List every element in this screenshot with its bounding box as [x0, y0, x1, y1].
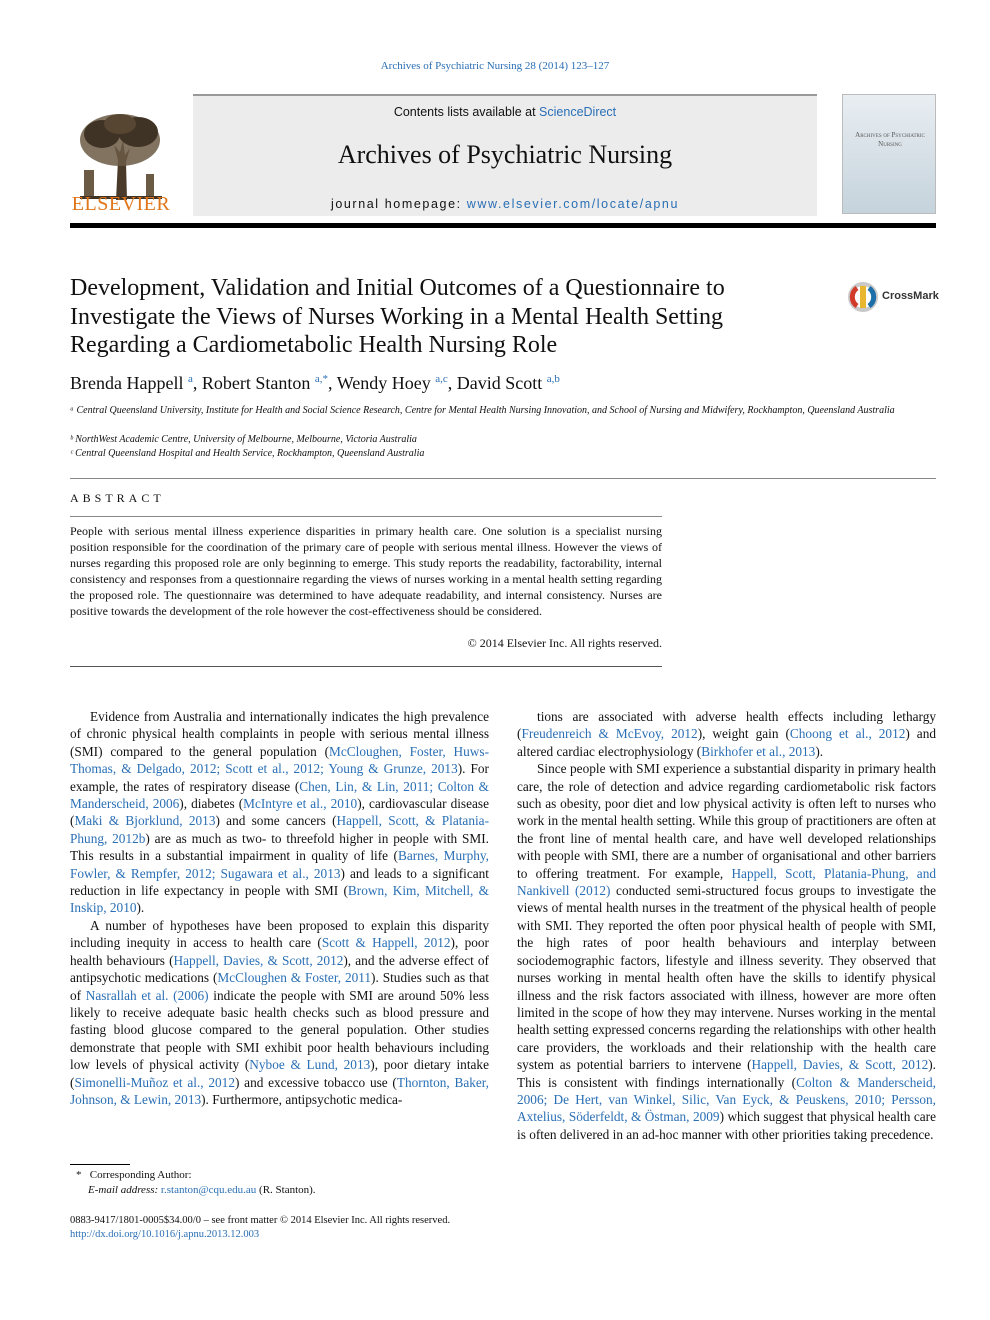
homepage-link[interactable]: www.elsevier.com/locate/apnu	[466, 197, 680, 211]
header-divider	[70, 223, 936, 228]
journal-name: Archives of Psychiatric Nursing	[337, 140, 673, 169]
journal-homepage	[193, 197, 817, 211]
contents-prefix: Contents lists available at	[393, 105, 540, 119]
footnote-line-2	[70, 1183, 489, 1198]
reference-link[interactable]: Maki & Bjorklund, 2013	[74, 813, 216, 829]
author-affiliation-marker[interactable]: a,c	[435, 373, 448, 385]
front-matter-footer	[70, 1214, 670, 1242]
homepage-prefix: journal homepage:	[330, 197, 467, 211]
body-column-left	[70, 708, 489, 1108]
author-affiliation-marker[interactable]: a	[187, 373, 193, 385]
affiliation-b: ᵇ NorthWest Academic Centre, University of Melbourne, Melbourne, Victoria Australia	[70, 434, 417, 445]
crossmark-icon	[846, 280, 880, 314]
author-list: Brenda Happell $^a$, Robert Stanton $^{a,*}$, Wendy Hoey $^{a,c}$, David Scott $^{a,b}$	[70, 373, 560, 393]
email-suffix: (R. Stanton).	[256, 1184, 316, 1196]
crossmark-badge[interactable]	[846, 280, 939, 314]
abstract-heading-rule	[70, 516, 662, 517]
reference-link[interactable]: Happell, Davies, & Scott, 2012	[751, 1057, 929, 1073]
contents-line	[193, 105, 817, 119]
reference-link[interactable]: Choong et al., 2012	[789, 726, 906, 742]
reference-link[interactable]: Scott & Happell, 2012	[321, 935, 451, 951]
publisher-name: ELSEVIER	[71, 193, 171, 215]
reference-link[interactable]: Barnes, Murphy, Fowler, & Rempfer, 2012; Sugawara et al., 2013	[70, 848, 489, 881]
author-name[interactable]: Robert Stanton	[201, 373, 311, 393]
footnote-rule	[70, 1164, 130, 1165]
body-paragraph: Evidence from Australia and internationally indicates the high prevalence of chronic physical health complaints in people with serious mental illness (SMI) compared to the general population (McCloughen, Foster, Huws-Thomas, & Delgado, 2012; Scott et al., 2012; Young & Grunze, 2013). For example, the rates of respiratory disease (Chen, Lin, & Lin, 2011; Colton & Manderscheid, 2006), diabetes (McIntyre et al., 2010), cardiovascular disease (Maki & Bjorklund, 2013) and some cancers (Happell, Scott, & Platania-Phung, 2012b) are as much as two- to threefold higher in people with SMI. This results in a substantial impairment in quality of life (Barnes, Murphy, Fowler, & Rempfer, 2012; Sugawara et al., 2013) and leads to a significant reduction in life expectancy in people with SMI (Brown, Kim, Mitchell, & Inskip, 2010).	[70, 709, 489, 916]
journal-citation[interactable]	[0, 60, 990, 72]
author-email-link[interactable]: r.stanton@cqu.edu.au	[160, 1184, 257, 1196]
author-affiliation-marker[interactable]: a,*	[314, 373, 328, 385]
citation-link[interactable]: Archives of Psychiatric Nursing 28 (2014) 123–127	[380, 60, 610, 72]
sciencedirect-link[interactable]: ScienceDirect	[539, 105, 617, 119]
body-column-right	[517, 708, 936, 1143]
abstract-bottom-rule	[70, 666, 662, 667]
reference-link[interactable]: Thornton, Baker, Johnson, & Lewin, 2013	[70, 1074, 489, 1107]
journal-cover-thumbnail[interactable]	[842, 94, 936, 214]
footnote-label: Corresponding Author:	[89, 1169, 192, 1181]
reference-link[interactable]: Simonelli-Muñoz et al., 2012	[74, 1074, 235, 1090]
reference-link[interactable]: Happell, Scott, Platania-Phung, and Nankivell (2012)	[517, 865, 936, 899]
reference-link[interactable]: Birkhofer et al., 2013	[701, 743, 816, 759]
author-name[interactable]: Brenda Happell	[70, 373, 184, 393]
abstract-copyright: © 2014 Elsevier Inc. All rights reserved.	[467, 636, 662, 650]
author-name[interactable]: David Scott	[456, 373, 543, 393]
reference-link[interactable]: Happell, Davies, & Scott, 2012	[173, 952, 344, 968]
reference-link[interactable]: Freudenreich & McEvoy, 2012	[521, 726, 698, 742]
cover-title: Archives of Psychiatric Nursing	[855, 131, 925, 148]
article-title: Development, Validation and Initial Outcomes of a Questionnaire to Investigate the Views of Nurses Working in a Mental Health Setting Regarding a Cardiometabolic Health Nursing Role	[70, 275, 725, 358]
reference-link[interactable]: Nasrallah et al. (2006)	[85, 987, 209, 1003]
email-label: E-mail address:	[88, 1184, 161, 1196]
crossmark-label: CrossMark	[882, 290, 939, 302]
reference-link[interactable]: Colton & Manderscheid, 2006; De Hert, van Winkel, Silic, Van Eyck, & Peuskens, 2010; Persson, Axtelius, Söderfeldt, & Östman, 2009	[517, 1074, 936, 1125]
reference-link[interactable]: McCloughen, Foster, Huws-Thomas, & Delgado, 2012; Scott et al., 2012; Young & Grunze, 2013	[70, 743, 489, 777]
doi-link[interactable]: http://dx.doi.org/10.1016/j.apnu.2013.12.003	[70, 1229, 260, 1240]
footnote-marker: *	[76, 1169, 82, 1181]
author-affiliation-marker[interactable]: a,b	[546, 373, 560, 385]
reference-link[interactable]: McIntyre et al., 2010	[243, 796, 358, 812]
footnote-line-1	[70, 1168, 489, 1183]
corresponding-author-footnote	[70, 1168, 489, 1198]
reference-link[interactable]: Happell, Scott, & Platania-Phung, 2012b	[70, 813, 489, 846]
abstract-body: People with serious mental illness experience disparities in primary health care. One solution is a specialist nursing position responsible for the coordination of the primary care of people with serious mental illness. However the views of nurses regarding this proposed role are only beginning to emerge. This study reports the readability, factorability, internal consistency and responses from a questionnaire regarding the views of nurses working in a mental health setting regarding the proposed role. The questionnaire was determined to have adequate readability, and internal consistency. Nurses are positive towards the development of the role however the cost-effectiveness should be considered.	[70, 524, 662, 619]
reference-link[interactable]: Brown, Kim, Mitchell, & Inskip, 2010	[70, 883, 489, 916]
reference-link[interactable]: Chen, Lin, & Lin, 2011; Colton & Manderscheid, 2006	[70, 778, 489, 812]
body-paragraph: A number of hypotheses have been proposed to explain this disparity including inequity in access to health care (Scott & Happell, 2012), poor health behaviours (Happell, Davies, & Scott, 2012), and the adverse effect of antipsychotic medications (McCloughen & Foster, 2011). Studies such as that of Nasrallah et al. (2006) indicate the people with SMI are around 50% less likely to receive adequate basic health checks such as blood pressure and fasting blood glucose compared to the general population. Other studies demonstrate that people with SMI exhibit poor health behaviours including low levels of physical activity (Nyboe & Lund, 2013), poor dietary intake (Simonelli-Muñoz et al., 2012) and excessive tobacco use (Thornton, Baker, Johnson, & Lewin, 2013). Furthermore, antipsychotic medica-	[70, 917, 490, 1107]
affiliation-a: ᵃ Central Queensland University, Institute for Health and Social Science Research, Centre for Mental Health Nursing Innovation, and School of Nursing and Midwifery, Rockhampton, Queensland Australia	[70, 405, 895, 416]
abstract-heading: ABSTRACT	[70, 491, 165, 505]
body-paragraph: Since people with SMI experience a substantial disparity in primary health care, the role of detection and advice regarding cardiometabolic risk factors such as obesity, poor diet and low physical activity is often left to nurses who work in the mental health setting. While this group of practitioners are often at the front line of mental health care, and have well developed relationships with people with SMI, there are a number of organisational and other barriers to offering treatment. For example, Happell, Scott, Platania-Phung, and Nankivell (2012) conducted semi-structured focus groups to investigate the views of mental health nurses in the treatment of the physical health of people with SMI. They reported the often poor physical health of people with SMI, the high rates of poor health behaviours and interplay between sociodemographic factors, lifestyle and illness severity. They observed that nurses working in mental health often have the skills to identify physical illness and the risk factors associated with illness, however are more often limited in the scope of how they may intervene. Nurses working in the mental health setting expressed concerns regarding the relationships with other health care providers, the workloads and their relationship with the health care system as potential barriers to intervene (Happell, Davies, & Scott, 2012). This is consistent with findings internationally (Colton & Manderscheid, 2006; De Hert, van Winkel, Silic, Van Eyck, & Peuskens, 2010; Persson, Axtelius, Söderfeldt, & Östman, 2009) which suggest that physical health care is often delivered in an ad-hoc manner with other priorities taking precedence.	[517, 761, 937, 1142]
reference-link[interactable]: McCloughen & Foster, 2011	[217, 970, 372, 986]
reference-link[interactable]: Nyboe & Lund, 2013	[249, 1057, 371, 1073]
author-name[interactable]: Wendy Hoey	[336, 373, 431, 393]
issn-line: 0883-9417/1801-0005$34.00/0 – see front matter © 2014 Elsevier Inc. All rights reserved.	[70, 1215, 451, 1226]
affiliation-c: ᶜ Central Queensland Hospital and Health Service, Rockhampton, Queensland Australia	[70, 448, 425, 459]
abstract-top-rule	[70, 478, 936, 479]
body-paragraph: tions are associated with adverse health effects including lethargy (Freudenreich & McEvoy, 2012), weight gain (Choong et al., 2012) and altered cardiac electrophysiology (Birkhofer et al., 2013).	[517, 709, 936, 759]
